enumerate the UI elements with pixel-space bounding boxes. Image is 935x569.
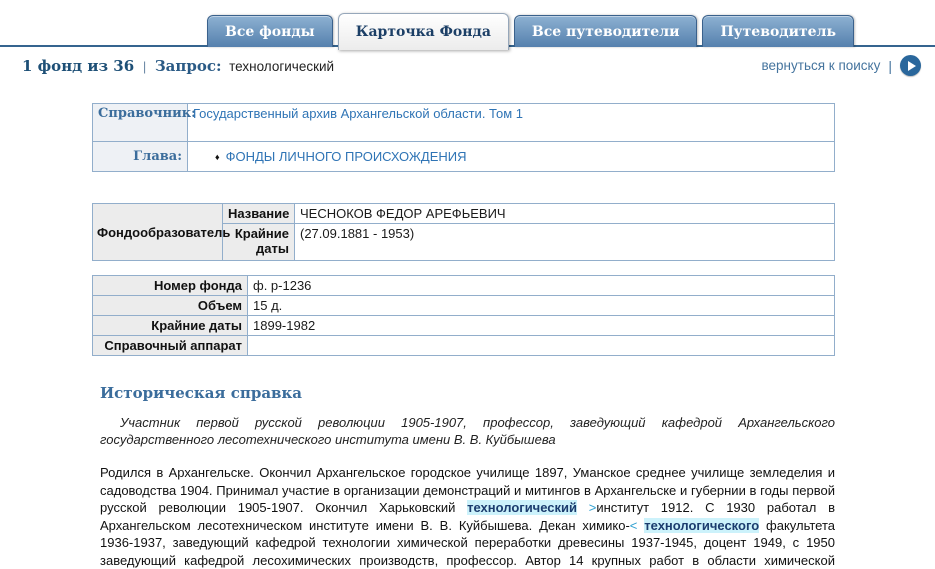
back-separator: | <box>888 57 892 74</box>
reference-book-label: Справочник: <box>93 104 188 142</box>
paragraph-text <box>577 500 589 515</box>
back-to-search-link[interactable]: вернуться к поиску <box>761 58 881 73</box>
tab-all-fonds[interactable]: Все фонды <box>207 15 333 47</box>
fond-dates-label: Крайние даты <box>93 316 248 336</box>
creator-dates-label: Крайние даты <box>223 224 295 261</box>
fond-volume-label: Объем <box>93 296 248 316</box>
paragraph-text: Родился в Архангельске. Окончил Архангельское городское училище 1897, Уманское среднее училище земледелия и садоводства 1904. Принимал участие в организации демонстраций и митингов в Архангельске и губернии в годы первой русской революции 1905-1907. Окончил Харьковский <box>100 465 835 515</box>
results-actions <box>762 55 921 76</box>
tab-all-guides[interactable]: Все путеводители <box>514 15 698 47</box>
results-count: 1 фонд из 36 <box>22 56 135 75</box>
fond-reference-apparatus-value <box>248 336 835 356</box>
tab-strip <box>0 0 935 47</box>
reference-table <box>92 103 835 172</box>
query-value: технологический <box>229 58 335 74</box>
paragraph-text: факультета 1936-1937, заведующий кафедрой технологии химической переработки древесины 1937-1945, доцент 1949, с 1950 заведующий кафедрой лесохимических производств, профессор. Автор 14 крупных работ в области химической <box>100 517 835 568</box>
chapter-label: Глава: <box>93 142 188 172</box>
results-summary <box>22 57 334 75</box>
next-match-marker[interactable]: > <box>588 500 597 515</box>
fond-dates-value: 1899-1982 <box>248 316 835 336</box>
historical-note-paragraph <box>100 464 835 569</box>
tab-guide[interactable]: Путеводитель <box>702 15 854 47</box>
query-label: Запрос: <box>154 56 222 75</box>
fond-creator-group-label: Фондообразователь <box>93 204 223 261</box>
table-row <box>93 104 835 142</box>
historical-note-section <box>100 384 835 569</box>
table-row <box>93 316 835 336</box>
table-row <box>93 276 835 296</box>
chapter-cell <box>188 142 835 172</box>
next-result-button[interactable] <box>900 55 921 76</box>
fond-reference-apparatus-label: Справочный аппарат <box>93 336 248 356</box>
search-hit: технологического <box>644 517 760 533</box>
fond-details-table <box>92 275 835 356</box>
historical-note-lead: Участник первой русской революции 1905-1907, профессор, заведующий кафедрой Архангельского государственного лесотехнического института имени В. В. Куйбышева <box>100 415 835 447</box>
creator-dates-value: (27.09.1881 - 1953) <box>295 224 835 261</box>
table-row <box>93 204 835 224</box>
prev-match-marker[interactable]: < <box>629 517 638 533</box>
creator-name-value: ЧЕСНОКОВ ФЕДОР АРЕФЬЕВИЧ <box>295 204 835 224</box>
table-row <box>93 336 835 356</box>
chapter-link[interactable]: ФОНДЫ ЛИЧНОГО ПРОИСХОЖДЕНИЯ <box>225 149 467 164</box>
fond-volume-value: 15 д. <box>248 296 835 316</box>
table-row <box>93 142 835 172</box>
paragraph-text: институт 1912. С 1930 работал в Архангельском лесотехническом институте имени В. В. Куйбышева. Декан химико- <box>100 500 835 533</box>
search-hit: технологический <box>467 500 578 515</box>
reference-book-cell <box>188 104 835 142</box>
reference-book-link[interactable]: Государственный архив Архангельской области. Том 1 <box>193 106 523 121</box>
historical-note-title: Историческая справка <box>100 384 303 402</box>
tab-fond-card[interactable]: Карточка Фонда <box>338 13 509 50</box>
fond-number-value: ф. р-1236 <box>248 276 835 296</box>
table-row <box>93 296 835 316</box>
fond-number-label: Номер фонда <box>93 276 248 296</box>
creator-name-label: Название <box>223 204 295 224</box>
tabs <box>207 13 854 47</box>
fond-creator-table <box>92 203 835 261</box>
results-separator: | <box>142 58 147 74</box>
bullet-icon: ♦ <box>215 152 220 162</box>
results-bar <box>0 47 935 88</box>
